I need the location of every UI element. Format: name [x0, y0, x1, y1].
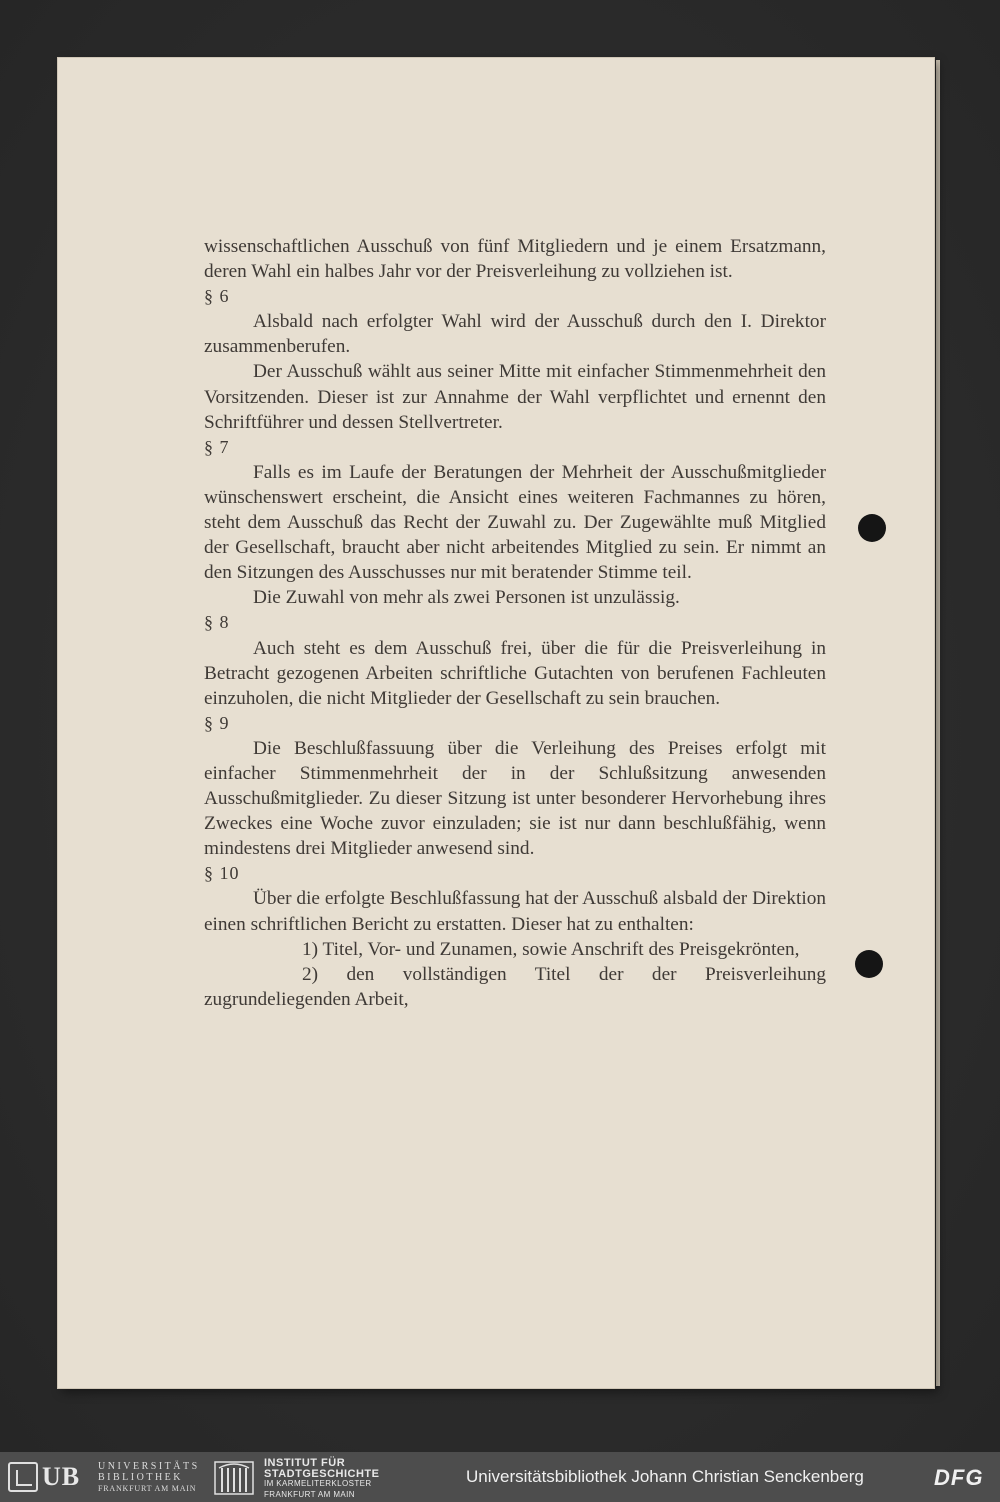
- ub-line-2: BIBLIOTHEK: [98, 1472, 183, 1483]
- viewer-footer: [0, 1452, 1000, 1502]
- section-heading-8: § 8: [204, 612, 230, 633]
- dfg-logo[interactable]: DFG: [934, 1465, 984, 1490]
- section-10-item-2: 2) den vollständigen Titel der der Preisverleihung zugrundeliegenden Arbeit,: [204, 963, 826, 1010]
- punch-hole-lower: [855, 950, 883, 978]
- isg-line-1: INSTITUT FÜR: [264, 1457, 346, 1469]
- section-6-paragraph-1: Alsbald nach erfolgter Wahl wird der Ausschuß durch den I. Direktor zusammenberufen.: [204, 311, 826, 358]
- section-heading-6: § 6: [204, 286, 230, 307]
- ub-logo-text: [98, 1461, 200, 1494]
- isg-line-2: STADTGESCHICHTE: [264, 1467, 380, 1480]
- section-9-paragraph-1: Die Beschlußfassuung über die Verleihung des Preises erfolgt mit einfacher Stimmenmehrheit der in der Schlußsitzung anwesenden Ausschußmitglieder. Zu dieser Sitzung ist unter besonderer Hervorhebung ihres Zweckes eine Woche zuvor einzuladen; sie ist nur dann beschlußfähig, wenn mindestens drei Mitglieder anwesend sind.: [204, 737, 826, 860]
- intro-line-3: zu vollziehen ist.: [601, 261, 733, 283]
- document-text: [204, 234, 826, 1012]
- section-7-paragraph-1: Falls es im Laufe der Beratungen der Mehrheit der Ausschußmitglieder wünschenswert erscheint, die Ansicht eines weiteren Fachmannes zu hören, steht dem Ausschuß das Recht der Zuwahl zu. Der Zugewählte muß Mitglied der Gesellschaft, braucht aber nicht arbeitendes Mitglied zu sein. Er nimmt an den Sitzungen des Ausschusses nur mit beratender Stimme teil.: [204, 461, 826, 584]
- institute-columns-icon[interactable]: [214, 1460, 254, 1496]
- section-heading-7: § 7: [204, 436, 230, 457]
- section-heading-10: § 10: [204, 863, 240, 884]
- intro-line-1: wissenschaftlichen Ausschuß von fünf Mitgliedern und je einem: [204, 236, 723, 257]
- section-8-paragraph-1: Auch steht es dem Ausschuß frei, über die für die Preisverleihung in Betracht gezogenen Arbeiten schriftliche Gutachten von berufenen Fachleuten einzuholen, die nicht Mitglieder der Gesellschaft zu sein brauchen.: [204, 637, 826, 709]
- isg-line-3: IM KARMELITERKLOSTER: [264, 1479, 372, 1488]
- library-title-link[interactable]: Universitätsbibliothek Johann Christian Senckenberg: [466, 1467, 864, 1486]
- ub-logo-icon[interactable]: [8, 1462, 38, 1492]
- punch-hole-upper: [858, 514, 886, 542]
- page-edge: [936, 60, 940, 1386]
- ub-line-1: UNIVERSITÄTS: [98, 1461, 200, 1472]
- ub-logo-mark[interactable]: UB: [42, 1462, 81, 1491]
- ub-line-3: FRANKFURT AM MAIN: [98, 1484, 197, 1493]
- section-heading-9: § 9: [204, 712, 230, 733]
- intro-paragraph: [204, 234, 826, 284]
- institute-logo-text: [264, 1458, 379, 1500]
- section-7-paragraph-2: Die Zuwahl von mehr als zwei Personen ist unzulässig.: [253, 587, 680, 609]
- isg-line-4: FRANKFURT AM MAIN: [264, 1489, 355, 1499]
- intro-line-2: Ersatzmann, deren Wahl ein halbes Jahr vor der Preisverleihung: [204, 236, 826, 283]
- section-6-paragraph-2: Der Ausschuß wählt aus seiner Mitte mit einfacher Stimmenmehrheit den Vorsitzenden. Dieser ist zur Annahme der Wahl verpflichtet und ernennt den Schriftführer und dessen Stellvertreter.: [204, 361, 826, 433]
- section-10-item-1: 1) Titel, Vor- und Zunamen, sowie Anschrift des Preisgekrönten,: [302, 938, 800, 960]
- section-10-paragraph-1: Über die erfolgte Beschlußfassung hat der Ausschuß alsbald der Direktion einen schriftlichen Bericht zu erstatten. Dieser hat zu enthalten:: [204, 888, 826, 935]
